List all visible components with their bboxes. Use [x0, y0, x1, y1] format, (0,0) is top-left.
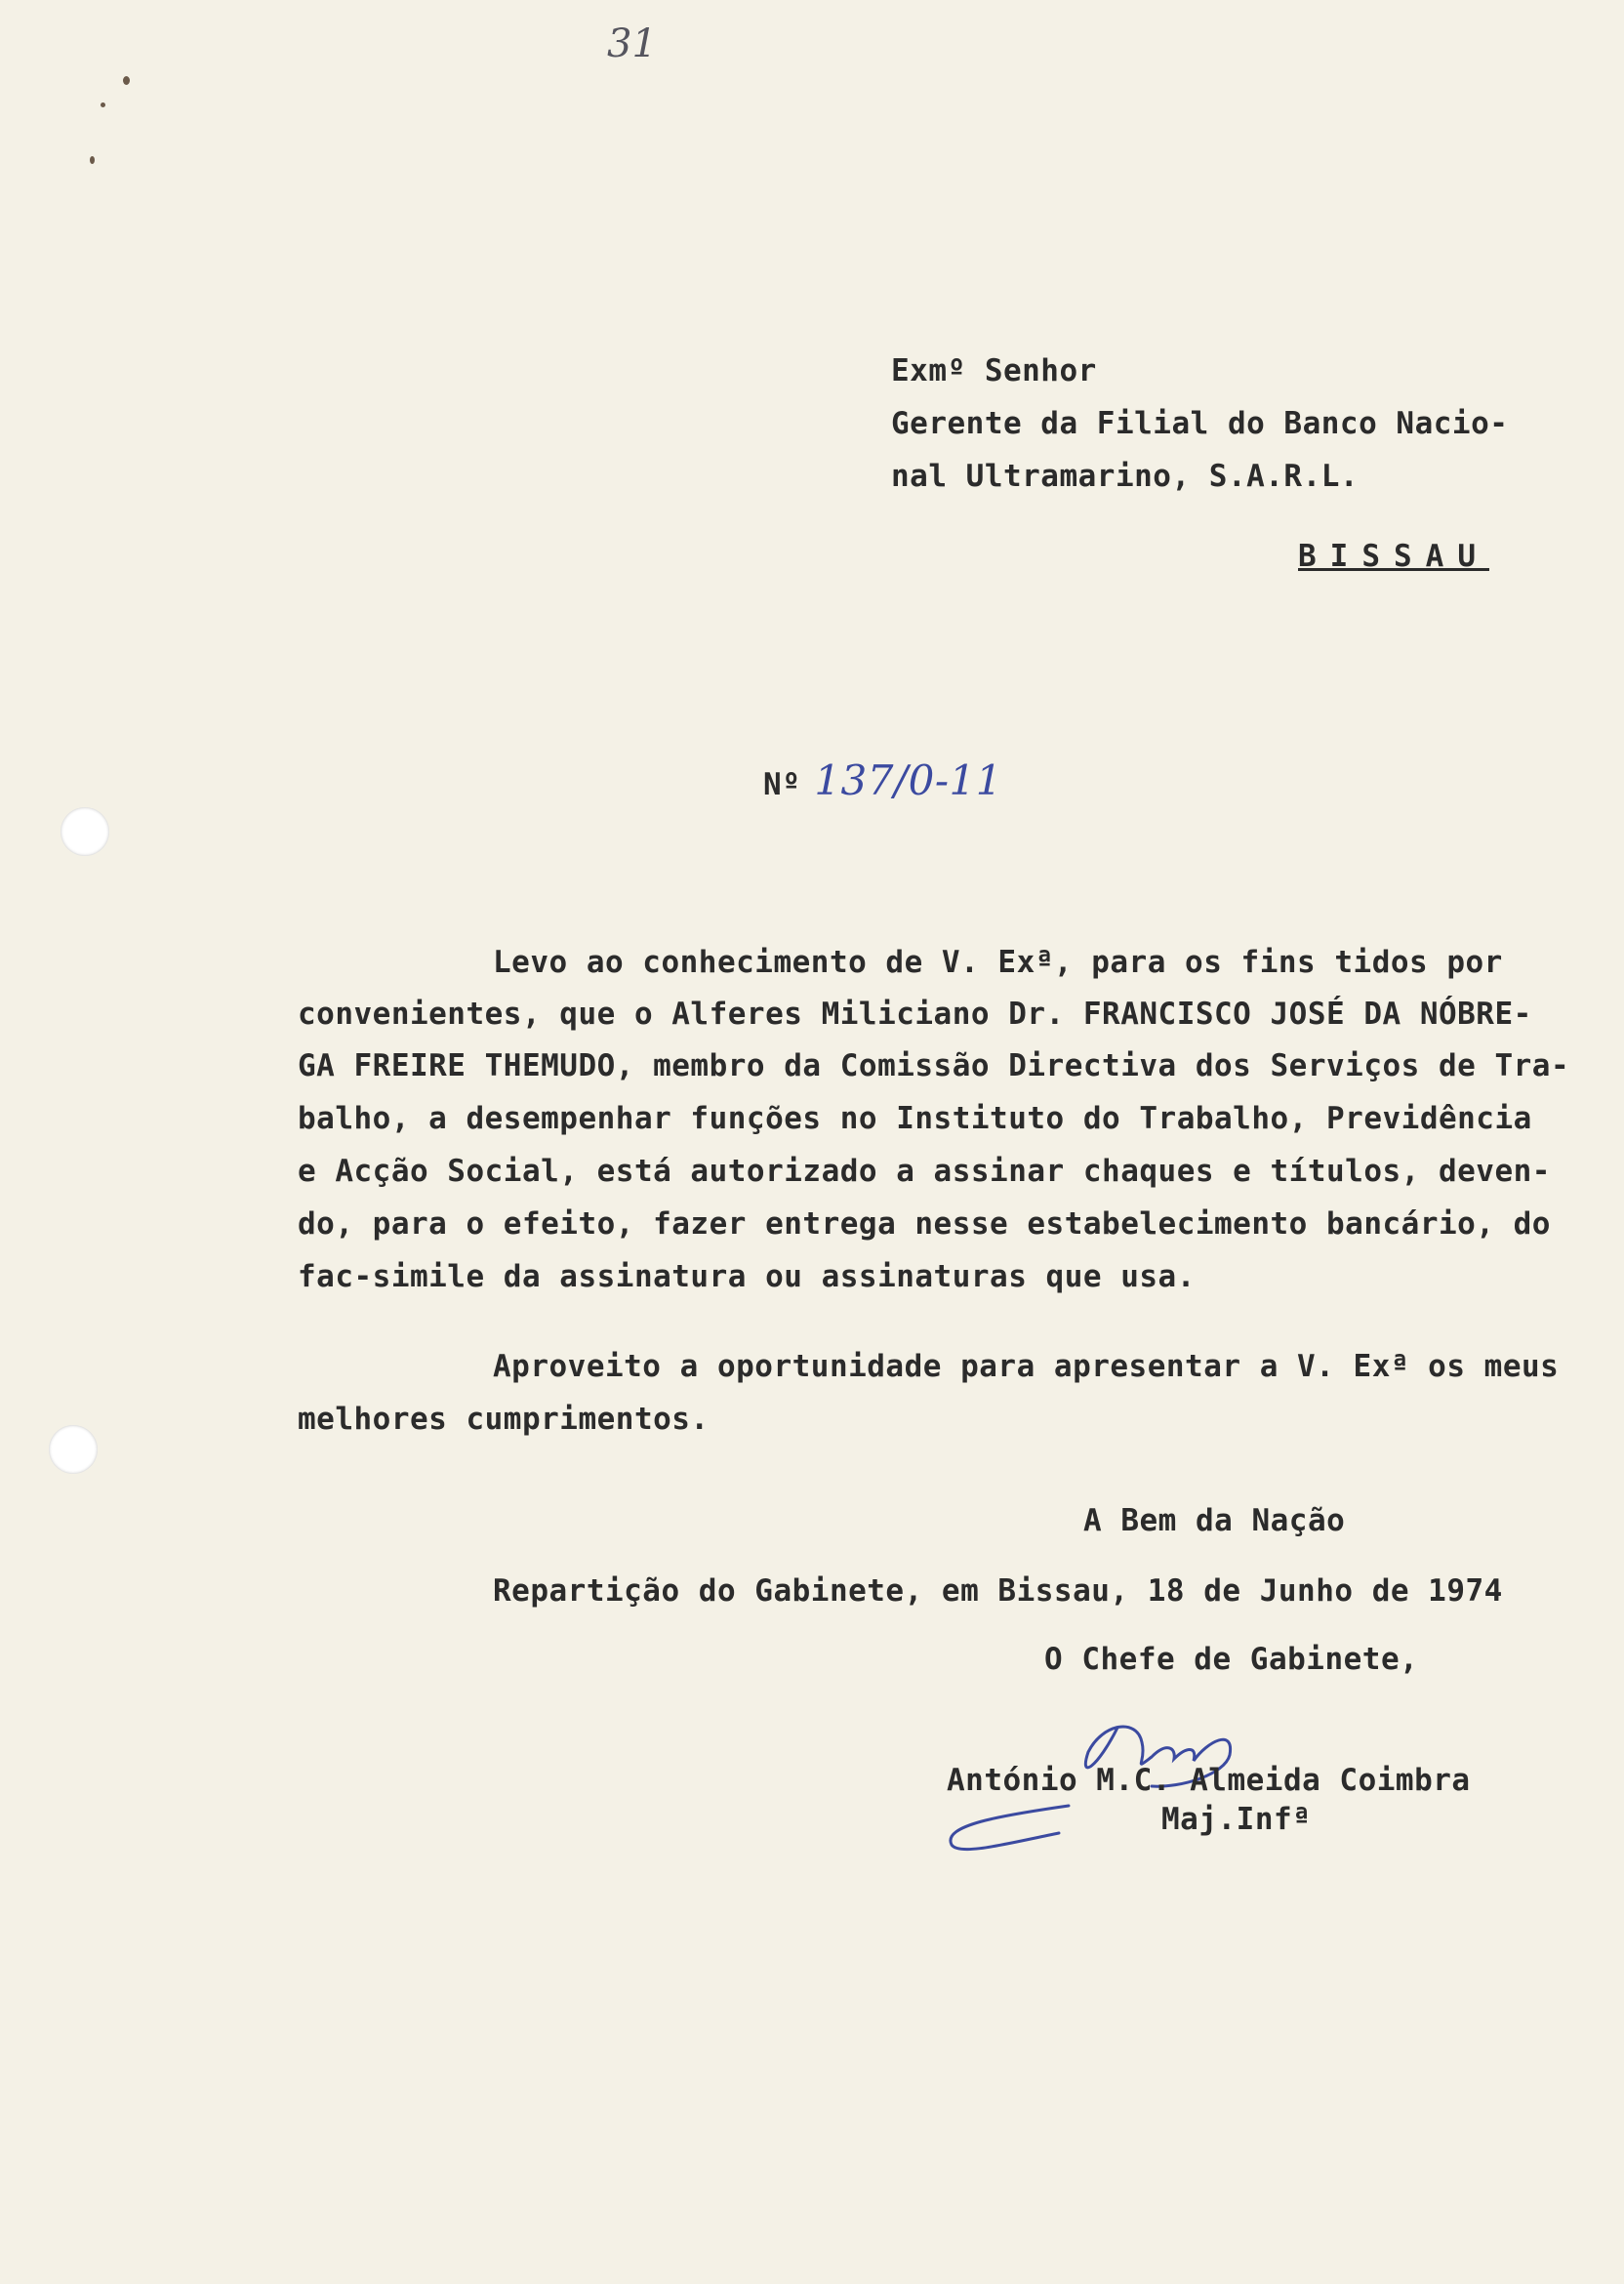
punch-hole-bottom	[49, 1425, 98, 1474]
closing-place-date: Repartição do Gabinete, em Bissau, 18 de Junho de 1974	[493, 1573, 1503, 1609]
signatory-name: António M.C. Almeida Coimbra	[947, 1763, 1471, 1798]
signatory-rank: Maj.Infª	[1161, 1802, 1312, 1837]
recipient-salutation: Exmº Senhor	[891, 353, 1097, 388]
body-line: fac-simile da assinatura ou assinaturas que usa.	[298, 1259, 1196, 1294]
recipient-title-line1: Gerente da Filial do Banco Nacio-	[891, 406, 1509, 441]
closing-motto: A Bem da Nação	[1083, 1503, 1346, 1538]
reference-number	[763, 756, 1002, 804]
closing-role: O Chefe de Gabinete,	[1044, 1642, 1419, 1677]
page-number: 31	[607, 21, 657, 66]
reference-prefix: Nº	[763, 767, 801, 802]
body-line: convenientes, que o Alferes Miliciano Dr. FRANCISCO JOSÉ DA NÓBRE-	[298, 997, 1532, 1032]
recipient-title-line2: nal Ultramarino, S.A.R.L.	[891, 459, 1360, 494]
reference-handwritten-number: 137/0-11	[814, 756, 1002, 804]
body-line: Aproveito a oportunidade para apresentar a V. Exª os meus	[493, 1349, 1560, 1384]
body-line: GA FREIRE THEMUDO, membro da Comissão Directiva dos Serviços de Tra-	[298, 1048, 1570, 1083]
body-line: e Acção Social, está autorizado a assinar chaques e títulos, deven-	[298, 1154, 1551, 1189]
paper-mark	[90, 156, 95, 164]
recipient-city: BISSAU	[1298, 539, 1489, 574]
paper-mark	[123, 76, 130, 85]
punch-hole-top	[61, 807, 109, 856]
body-line: balho, a desempenhar funções no Instituto do Trabalho, Previdência	[298, 1101, 1532, 1136]
body-line: melhores cumprimentos.	[298, 1402, 710, 1437]
paper-mark	[101, 102, 105, 107]
body-line: do, para o efeito, fazer entrega nesse estabelecimento bancário, do	[298, 1206, 1551, 1242]
body-line: Levo ao conhecimento de V. Exª, para os fins tidos por	[493, 945, 1503, 980]
